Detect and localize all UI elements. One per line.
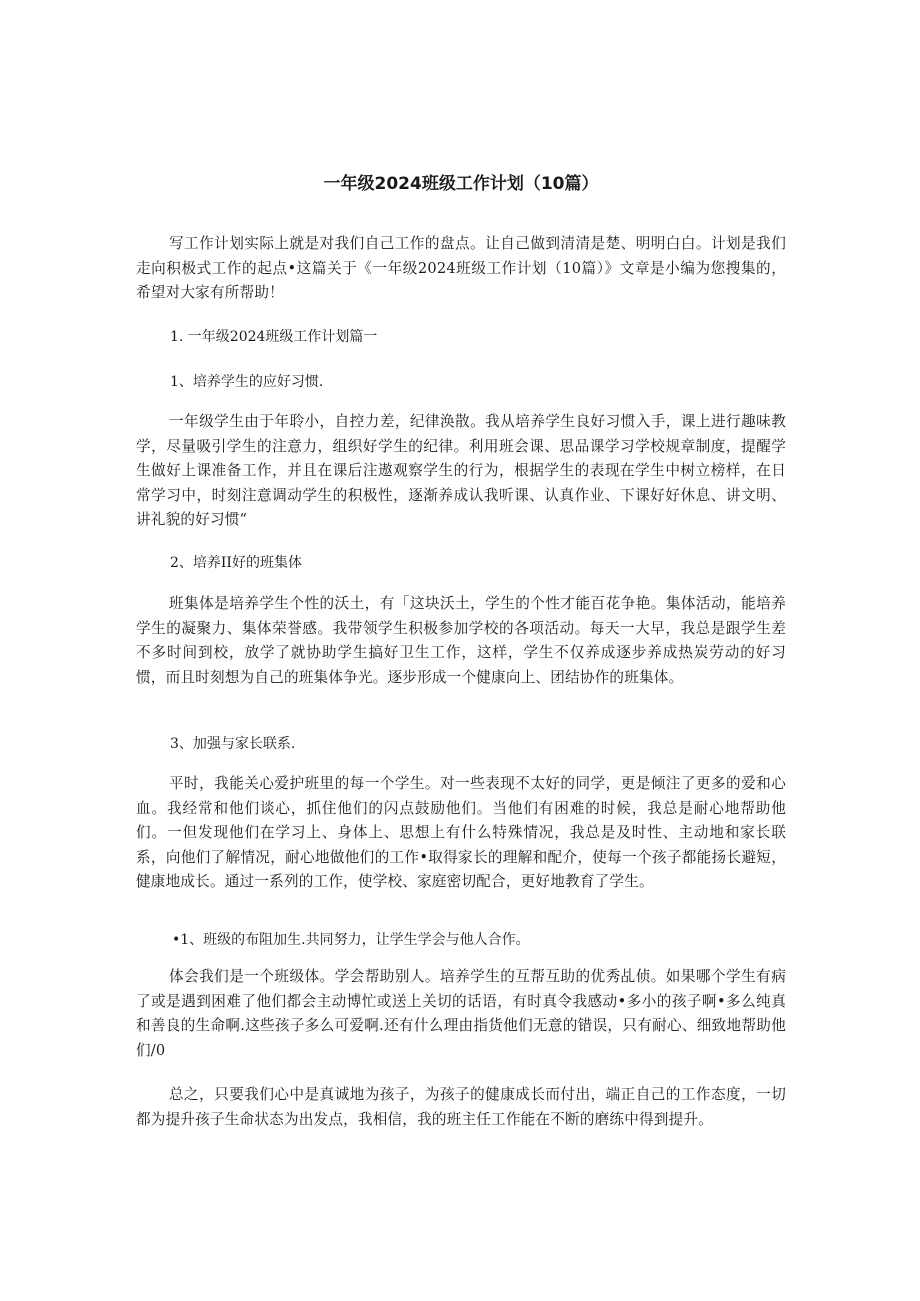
section-body-2: 班集体是培养学生个性的沃土，有「这块沃土，学生的个性才能百花争艳。集体活动，能培养学生的凝聚力、集体荣誉感。我带领学生积极参加学校的各项活动。每天一大早，我总是跟学生差不多时间到校，放学了就协助学生搞好卫生工作，这样，学生不仅养成逐步养成热炭劳动的好习惯，而且时刻想为自己的班集体争光。逐步形成一个健康向上、团结协作的班集体。 xyxy=(136,595,786,686)
conclusion-paragraph: 总之，只要我们心中是真诚地为孩子，为孩子的健康成长而付出，端正自己的工作态度，一切都为提升孩子生命状态为出发点，我相信，我的班主任工作能在不断的磨练中得到提升。 xyxy=(136,1086,786,1128)
section-body-4: 体会我们是一个班级体。学会帮助别人。培养学生的互帮互助的优秀乩侦。如果哪个学生有病了或是遇到困难了他们都会主动博忙或送上关切的话语，有时真令我感动•多小的孩子啊•多么纯真和善良的生命啊.这些孩子多么可爱啊.还有什么理由指货他们无意的错误，只有耐心、细致地帮助他们/0 xyxy=(136,968,786,1059)
section-body-1: 一年级学生由于年聆小，自控力差，纪律涣散。我从培养学生良好习惯入手，课上进行趣味教学，尽量吸引学生的注意力，组织好学生的纪律。利用班会课、思品课学习学校规章制度，提醒学生做好上课准备工作，并且在课后注遨观察学生的行为，根据学生的表现在学生中树立榜样，在日常学习中，时刻注意调动学生的积极性，逐渐养成认我听课、认真作业、下课好好休息、讲文明、讲礼貌的好习惯“ xyxy=(136,413,786,529)
document-title: 一年级2024班级工作计划（10篇） xyxy=(323,174,599,194)
section-heading-2: 2、培养II好的班集体 xyxy=(170,555,302,571)
intro-paragraph: 写工作计划实际上就是对我们自己工作的盘点。让自己做到清清是楚、明明白白。计划是我们走向积极式工作的起点•这篇关于《一年级2024班级工作计划（10篇）》文章是小编为您搜集的，希望对大家有所帮助！ xyxy=(136,235,786,302)
section-body-3: 平时，我能关心爱护班里的每一个学生。对一些表现不太好的同学，更是倾注了更多的爱和心血。我经常和他们谈心，抓住他们的闪点鼓励他们。当他们有困难的时候，我总是耐心地帮助他们。一但发现他们在学习上、身体上、思想上有什么特殊情况，我总是及时性、主动地和家长联系，向他们了解情况，耐心地做他们的工作•取得家长的理解和配介，使每一个孩子都能扬长避短，健康地成长。通过一系列的工作，使学校、家庭密切配合，更好地教育了学生。 xyxy=(136,775,786,891)
section-heading-3: 3、加强与家长联系. xyxy=(170,736,296,752)
section-heading-4: •1、班级的布阻加生.共同努力，让学生学会与他人合作。 xyxy=(172,932,530,948)
section-title: 1. 一年级2024班级工作计划篇一 xyxy=(170,329,378,345)
section-heading-1: 1、培养学生的应好习惯. xyxy=(170,374,324,390)
